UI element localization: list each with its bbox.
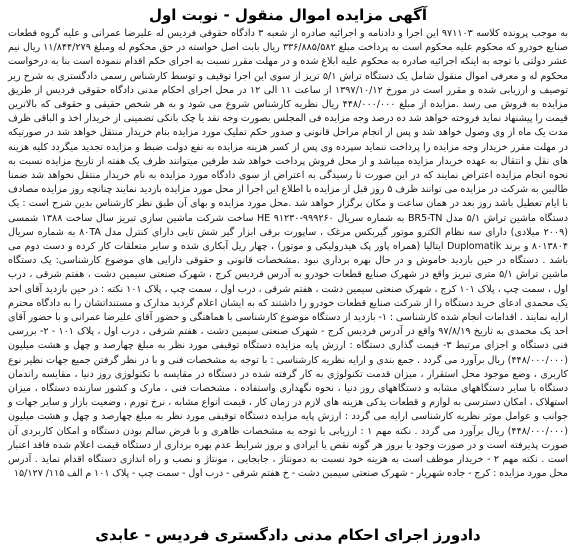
- notice-title: آگهی مزایده اموال منقول - نوبت اول: [148, 6, 428, 24]
- notice-signature: دادورز اجرای احکام مدنی دادگستری فردیس - عابدی: [95, 526, 481, 544]
- notice-body: به موجب پرونده کلاسه ۹۷۱۱۰۳ این اجرا و دادنامه و اجرائیه صادره از شعبه ۳ دادگاه حقوقی فردیس له علیرضا عمرانی و علیه گروه قطعات صنایع خودرو که محکوم علیه محکوم است به پرداخت مبلغ ۳۳۶/۸۸۵/۵۸۲ ریال بابت اصل خواسته در حق محکوم له ومبلغ ۱۱/۸۴۴/۲۷۹ ریال نیم عشر دولتی با توجه به اینکه اجرائیه صادره به محکوم علیه ابلاغ شده و در مهلت مقرر نسبت به اجرای حکم اقدام ننموده است بنا به درخواست محکوم له و معرفی اموال منقول شامل یک دستگاه تراش ۵/۱ تریز از سوی این اجرا توقیف و توسط کارشناس رسمی دادگستری به شرح زیر توصیف و ارزیابی شده و مقرر است در مورخ ۱۳۹۷/۱۰/۱۲ از ساعت ۱۱ الی ۱۲ در محل اجرای احکام مدنی دادگاه حقوقی فردیس از طریق مزایده به فروش می رسد .مزایده از مبلغ ۴۴۸/۰۰۰/۰۰۰ ریال نظریه کارشناس شروع می شود و به هر شخص حقیقی و حقوقی که بالاترین قیمت را پیشنهاد نماید فروخته خواهد شد ده درصد وجه مزایده فی المجلس بصورت وجه نقد یا چک بانکی تضمینی از خریدار اخذ و الباقی ظرف مدت یک ماه از وی وصول خواهد شد و پس از انجام مراحل قانونی و صدور حکم تملیک مورد مزایده بنام خریدار منتقل خواهد شد در صورتیکه در مهلت مقرر خریدار وجه مزایده را پرداخت ننماید سپرده وی پس از کسر هزینه مزایده به نفع دولت ضبط و مزایده تجدید میگردد کلیه هزینه های نقل و انتقال به عهده خریدار مزایده میباشد و از محل فروش پرداخت خواهد شد طرفین میتوانند ظرف یک هفته از تاریخ مزایده نسبت به نحوه انجام مزایده اعتراض نمایند که در این صورت تا رسیدگی به اعتراض از سوی دادگاه مورد مزایده به نام خریدار منتقل نخواهد شد ضمنا طالبین به شرکت در مزایده می توانند ظرف ۵ روز قبل از مزایده با اطلاع این اجرا از محل مورد مزایده بازدید نمایند چنانچه روز مزایده مصادف با ایام تعطیل باشد روز بعد در همان ساعت و مکان برگزار خواهد شد .محل مورد مزایده و بهای آن طبق نظر کارشناس بدین شرح است : یک دستگاه ماشین تراش ۵/۱ مدل BR5-TN به شماره سریال ۹۹۹۲۶۰-۹۱۲۳۰ HE ساخت شرکت ماشین سازی تبریز سال ساخت ۱۳۸۸ شمسی (۲۰۰۹ میلادی) دارای سه نظام الکترو موتور گیربکس مرغک ، ساپورت برقی ابزار گیر شش تایی دارای کنترل مدل ۸۰TA به شماره سریال ۸۰۱۳۸۰۴ و برند Duplomatik ایتالیا (همراه پاور پک هیدرولیکی و موتور) ، چهار ریل آبکاری شده و سایر متعلقات کار کرده و دست دوم می باشد . دستگاه در حین بازدید خاموش و در حال بهره برداری نبود .مشخصات قانونی و حقوقی دارایی های موضوع کارشناسی: یک دستگاه ماشین تراش ۵/۱ متری تبریز واقع در شهرک صنایع قطعات خودرو به آدرس فردیس کرج ، شهرک صنعتی سیمین دشت ، هفتم شرقی ، درب اول ، سمت چپ ، پلاک ۱۰۱ کرج ، شهرک صنعتی سیمین دشت ، هفتم شرقی ، درب اول ، سمت چپ ، پلاک ۱۰۱ نکته : در حین بازدید آقای احد یک محمدی ادعای خرید دستگاه را از شرکت صنایع قطعات خودرو را داشتند که به ایشان اعلام گردید مدارک و مستنداتشان را به دادگاه محترم ارایه نمایند . اقدامات انجام شده کارشناسی : ۱- بازدید از دستگاه موضوع کارشناسی با هماهنگی و حضور آقای علیرضا عمرانی و با حضور آقای احد یک محمدی به تاریخ ۹۷/۸/۱۹ واقع در آدرس فردیس کرج - شهرک صنعتی سیمین دشت ، هفتم شرقی ، درب اول ، پلاک ۱۰۱ - ۲- بررسی فنی دستگاه و اجزای مرتبط ۳- قیمت گذاری دستگاه : ارزش پایه مزایده دستگاه توقیفی مورد نظر به مبلغ چهارصد و چهل و هشت میلیون (۴۴۸/۰۰۰/۰۰۰) ریال برآورد می گردد . جمع بندی و ارایه نظریه کارشناسی : با توجه به مشخصات فنی و با در نظر گرفتن جمیع جهات نظیر نوع کاربری ، وضع موجود محل استقرار ، میزان قدمت تکنولوژی به کار گرفته شده در دستگاه در مقایسه با تکنولوژی روز دنیا ، مقایسه راندمان دستگاه با سایر دستگاههای مشابه و دستگاههای روز دنیا ، نحوه نگهداری واستفاده ، مشخصات فنی ، مارک و کشور سازنده دستگاه ، میزان استهلاک ، امکان دسترسی به لوازم و قطعات یدکی هزینه های لازم در زمان کار ، قیمت انواع مشابه ، نرخ تورم ، وضعیت بازار و سایر جهات و جوانب و عوامل موثر نظریه کارشناسی ارایه می گردد : ارزش پایه مزایده دستگاه توقیفی مورد نظر به مبلغ چهارصد و چهل و هشت میلیون (۴۴۸/۰۰۰/۰۰۰) ریال برآورد می گردد . نکته مهم ۱ : ارزیابی با توجه به مشخصات ظاهری و با فرض سالم بودن دستگاه و امکان کاربردی آن صورت پذیرفته است و در صورت وجود یا بروز هر گونه نقص یا ایرادی و بروز شرایط عدم بهره برداری از دستگاه قیمت اعلام شده فاقد اعتبار است . نکته مهم ۲ - خریدار موظف است به هزینه خود نسبت به دمونتاژ ، جابجایی ، مونتاژ و نصب و راه اندازی دستگاه اقدام نماید . آدرس محل مورد مزایده : کرج - جاده شهریار - شهرک صنعتی سیمین دشت - خ هفتم شرقی - درب اول - سمت چپ - پلاک ۱۰۱ م الف ۱۱۵/ ۱۵/۱۲۷: [8, 28, 569, 480]
